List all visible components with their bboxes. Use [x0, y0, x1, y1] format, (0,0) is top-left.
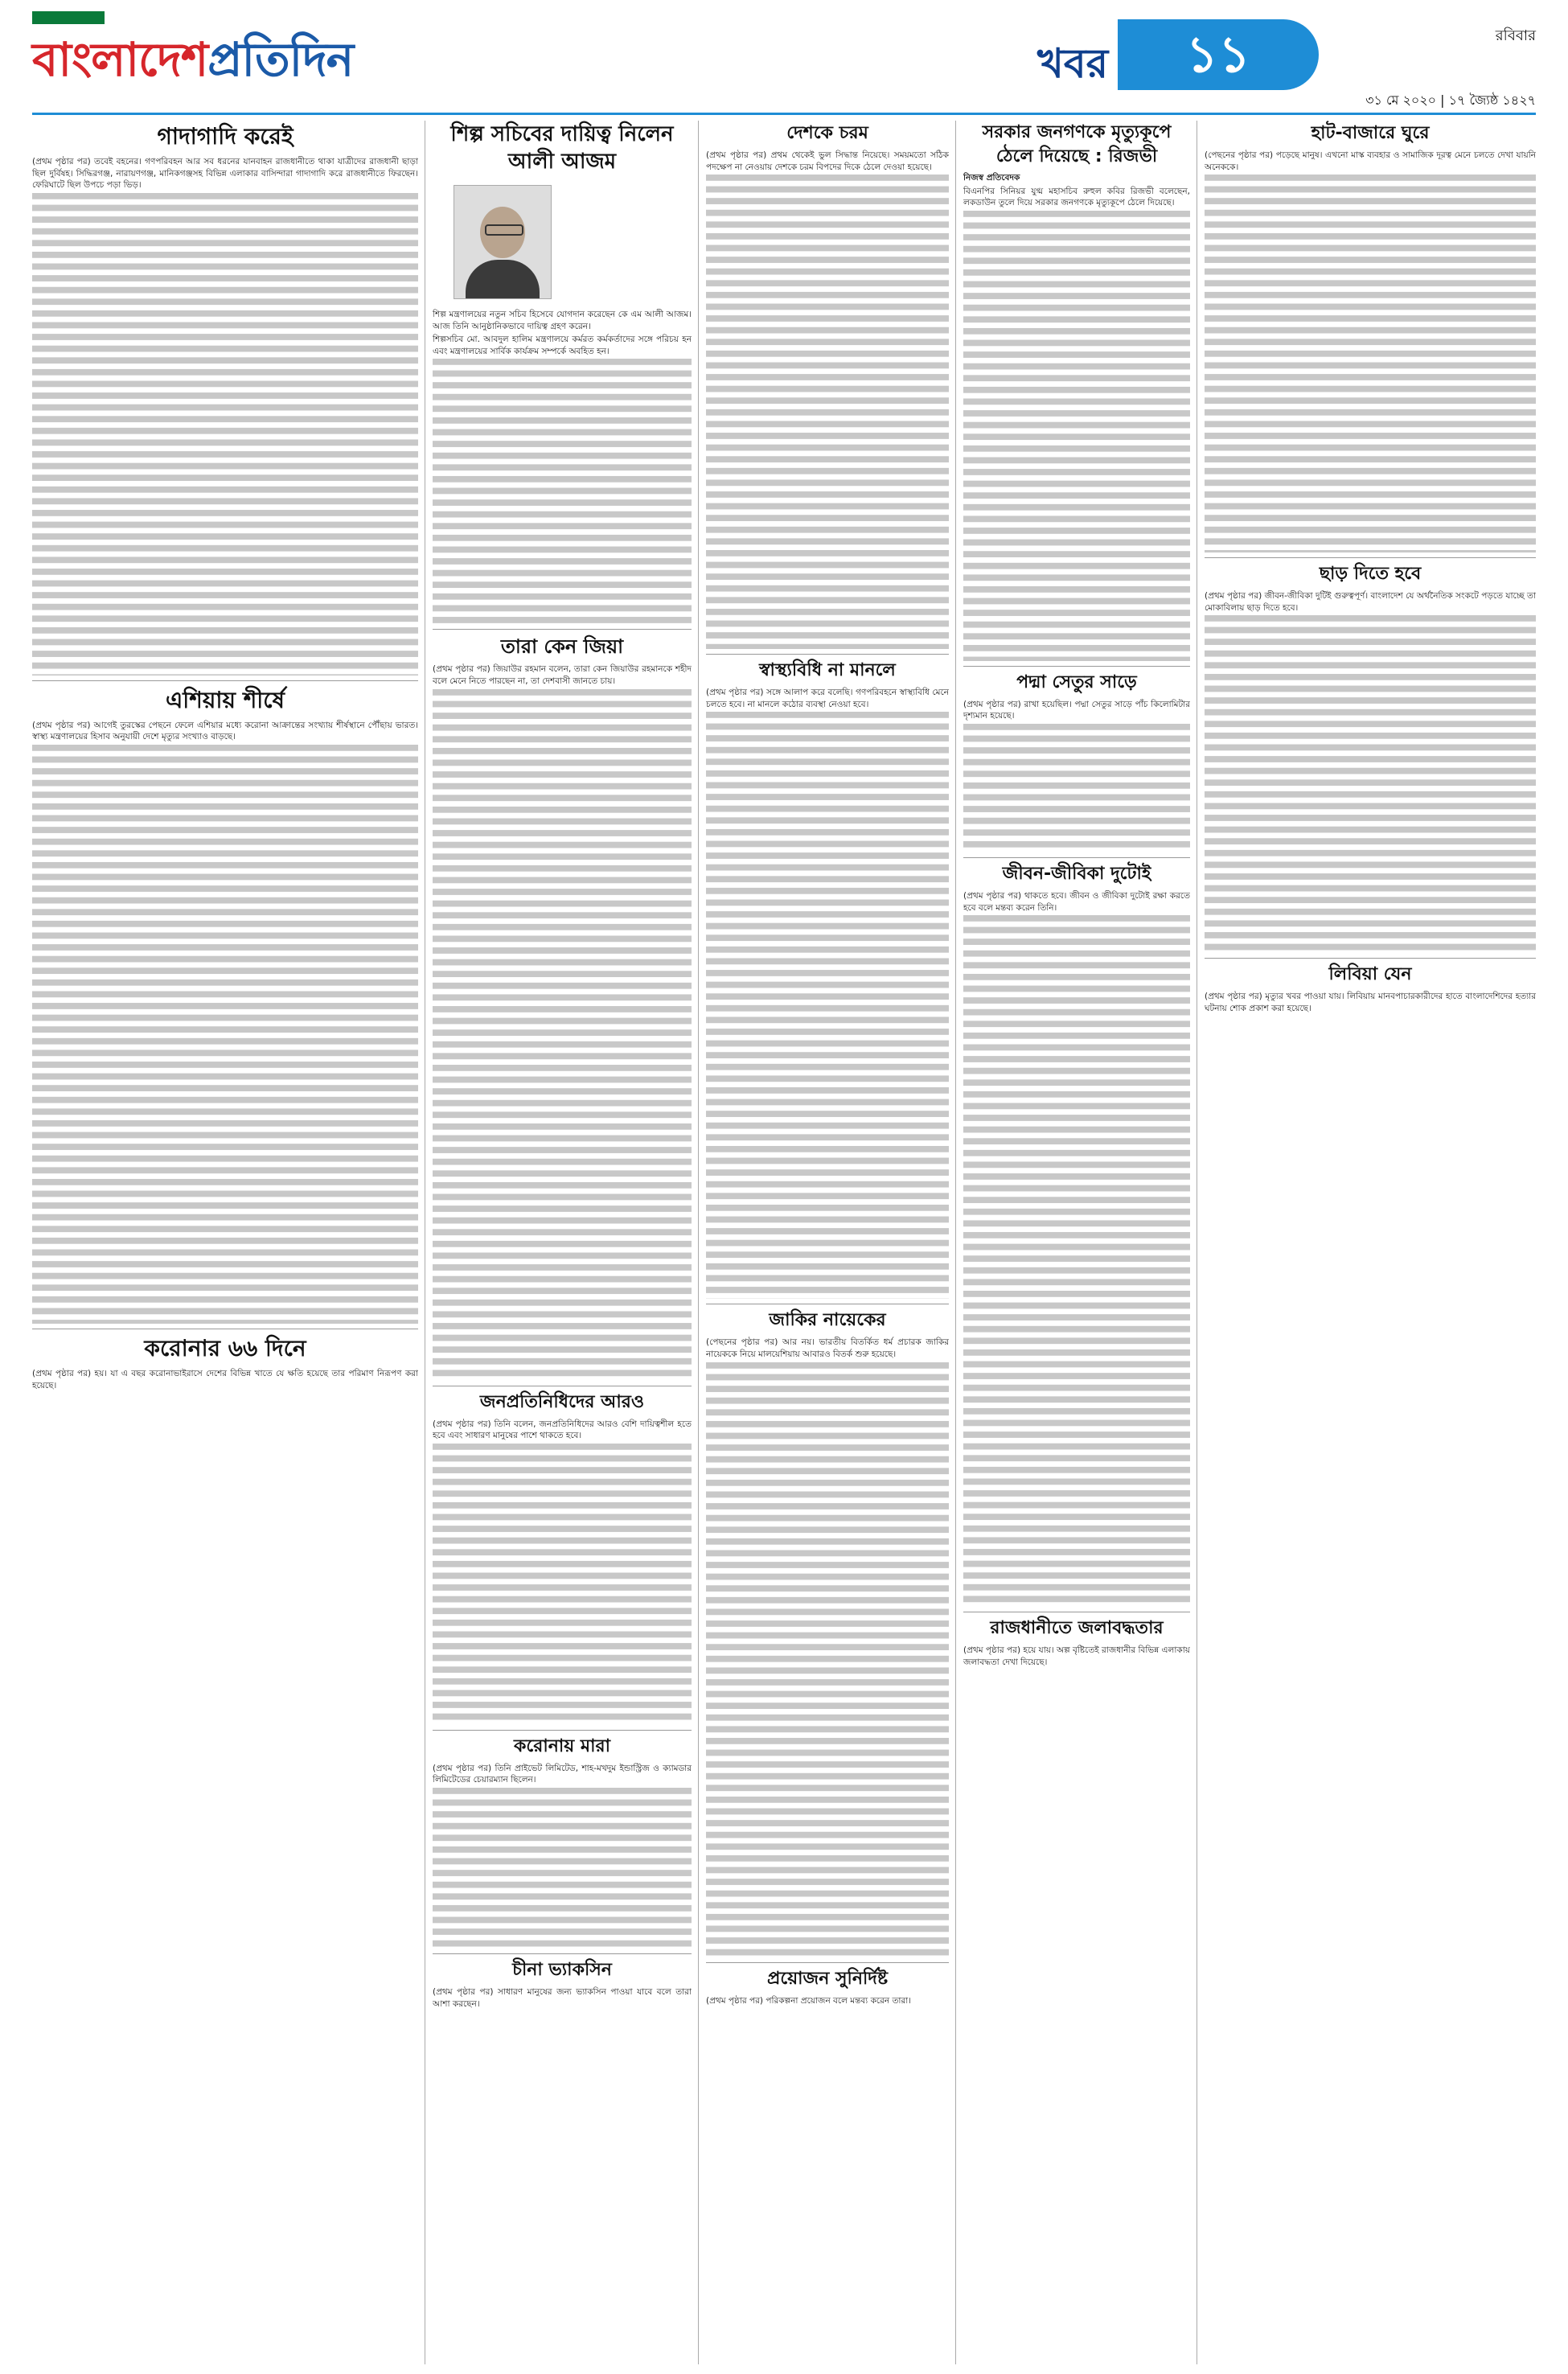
article-lead: (প্রথম পৃষ্ঠার পর) জিয়াউর রহমান বলেন, তারা কেন জিয়াউর রহমানকে শহীদ বলে মেনে নিতে পারছেন না, তা দেশবাসী জানতে চায়।	[433, 664, 692, 686]
article-lead: শিল্প মন্ত্রণালয়ের নতুন সচিব হিসেবে যোগদান করেছেন কে এম আলী আজম। আজ তিনি আনুষ্ঠানিকভাবে দায়িত্ব গ্রহণ করেন।	[433, 310, 692, 331]
headline: স্বাস্থ্যবিধি না মানলে	[706, 654, 949, 684]
article-lead: বিএনপির সিনিয়র যুগ্ম মহাসচিব রুহুল কবির রিজভী বলেছেন, লকডাউন তুলে দিয়ে সরকার জনগণকে মৃত্যুকূপে ঠেলে দিয়েছে।	[963, 186, 1190, 208]
article-lead: (পেছনের পৃষ্ঠার পর) আর নয়। ভারতীয় বিতর্কিত ধর্ম প্রচারক জাকির নায়েককে নিয়ে মালয়েশিয়ায় আবারও বিতর্ক শুরু হয়েছে।	[706, 1337, 949, 1359]
headline: তারা কেন জিয়া	[433, 629, 692, 660]
newspaper-logo	[32, 24, 353, 102]
headline: জনপ্রতিনিধিদের আরও	[433, 1386, 692, 1415]
article-lead: (প্রথম পৃষ্ঠার পর) রাখা হয়েছিল। পদ্মা সেতুর সাড়ে পাঁচ কিলোমিটার দৃশ্যমান হয়েছে।	[963, 699, 1190, 721]
headline: করোনায় মারা	[433, 1730, 692, 1760]
headline: রাজধানীতে জলাবদ্ধতার	[963, 1612, 1190, 1641]
headline: চীনা ভ্যাকসিন	[433, 1953, 692, 1983]
article-lead: (প্রথম পৃষ্ঠার পর) জীবন-জীবিকা দুটিই গুরুত্বপূর্ণ। বাংলাদেশ যে অর্থনৈতিক সংকটে পড়তে যাচ্ছে তা মোকাবিলায় ছাড় দিতে হবে।	[1205, 591, 1536, 613]
issue-day: রবিবার	[1495, 27, 1536, 44]
byline: নিজস্ব প্রতিবেদক	[963, 173, 1020, 183]
headline: করোনার ৬৬ দিনে	[32, 1329, 418, 1365]
headline: লিবিয়া যেন	[1205, 958, 1536, 988]
headline: সরকার জনগণকে মৃত্যুকূপে ঠেলে দিয়েছে : রিজভী	[982, 122, 1172, 166]
article-lead: (প্রথম পৃষ্ঠার পর) আগেই তুরস্কের পেছনে ফেলে এশিয়ার মধ্যে করোনা আক্রান্তের সংখ্যায় শীর্ষস্থানে পৌঁছায় ভারত। স্বাস্থ্য মন্ত্রণালয়ের হিসাব অনুযায়ী দেশে মৃত্যুর সংখ্যাও বাড়ছে।	[32, 720, 418, 742]
column-3	[706, 121, 949, 2364]
article-lead: (প্রথম পৃষ্ঠার পর) সঙ্গে আলাপ করে বলেছি। গণপরিবহনে স্বাস্থ্যবিধি মেনে চলতে হবে। না মানলে কঠোর ব্যবস্থা নেওয়া হবে।	[706, 688, 949, 709]
logo-part-1: বাংলাদেশ	[32, 32, 208, 87]
headline: পদ্মা সেতুর সাড়ে	[963, 666, 1190, 696]
article-body	[32, 193, 418, 676]
article-lead: (পেছনের পৃষ্ঠার পর) পড়েছে মানুষ। এখনো মাস্ক ব্যবহার ও সামাজিক দূরত্ব মেনে চলতে দেখা যায়নি অনেককে।	[1205, 150, 1536, 172]
article-lead: (প্রথম পৃষ্ঠার পর) সাধারণ মানুষের জন্য ভ্যাকসিন পাওয়া যাবে বলে তারা আশা করছেন।	[433, 1986, 692, 2009]
article-lead: (প্রথম পৃষ্ঠার পর) পরিকল্পনা প্রয়োজন বলে মন্তব্য করেন তারা।	[706, 1995, 912, 2006]
article-lead: (প্রথম পৃষ্ঠার পর) মৃত্যুর খবর পাওয়া যায়। লিবিয়ায় মানবপাচারকারীদের হাতে বাংলাদেশিদের হত্যার ঘটনায় শোক প্রকাশ করা হয়েছে।	[1205, 992, 1536, 1013]
article-lead: (প্রথম পৃষ্ঠার পর) হয়। যা এ বছর করোনাভাইরাসে দেশের বিভিন্ন খাতে যে ক্ষতি হয়েছে তার পরিমাণ নিরূপণ করা হয়েছে।	[32, 1368, 418, 1390]
headline: ছাড় দিতে হবে	[1205, 557, 1536, 587]
masthead-badge	[32, 11, 105, 24]
section-title: খবর	[1037, 40, 1109, 87]
article-lead: (প্রথম পৃষ্ঠার পর) তবেই বহনের। গণপরিবহন আর সব ধরনের যানবাহন রাজধানীতে থাকা যাত্রীদের রাজধানী ছাড়া ছিল দুর্বিষহ। সিদ্ধিরগঞ্জ, নারায়ণগঞ্জ, মানিকগঞ্জসহ বিভিন্ন এলাকার বাসিন্দারা গাদাগাদি করে রাজধানীতে ফিরছেন। ফেরিঘাটে ছিল উপচে পড়া ভিড়।	[32, 157, 418, 191]
article-body	[32, 745, 418, 1324]
headline: জীবন-জীবিকা দুটোই	[963, 857, 1190, 887]
masthead-rule	[32, 113, 1536, 115]
headline: প্রয়োজন সুনির্দিষ্ট	[706, 1962, 949, 1992]
article-lead: (প্রথম পৃষ্ঠার পর) তিনি বলেন, জনপ্রতিনিধিদের আরও বেশি দায়িত্বশীল হতে হবে এবং সাধারণ মানুষের পাশে থাকতে হবে।	[433, 1419, 692, 1441]
column-5	[1205, 121, 1536, 2364]
logo-part-2: প্রতিদিন	[207, 32, 354, 87]
column-4	[963, 121, 1190, 2364]
column-1	[32, 121, 418, 2364]
headline: গাদাগাদি করেই	[157, 123, 293, 150]
column-2	[433, 121, 692, 2364]
column-divider	[698, 121, 699, 2364]
article-lead: (প্রথম পৃষ্ঠার পর) হয়ে যায়। অল্প বৃষ্টিতেই রাজধানীর বিভিন্ন এলাকায় জলাবদ্ধতা দেখা দিয়েছে।	[963, 1645, 1190, 1667]
column-divider	[955, 121, 956, 2364]
article-lead: (প্রথম পৃষ্ঠার পর) প্রথম থেকেই ভুল সিদ্ধান্ত নিয়েছে। সময়মতো সঠিক পদক্ষেপ না নেওয়ায় দেশকে চরম বিপদের দিকে ঠেলে দেওয়া হয়েছে।	[706, 150, 949, 172]
page-number: ১১	[1185, 25, 1251, 84]
article-lead: (প্রথম পৃষ্ঠার পর) তিনি প্রাইভেট লিমিটেড, শাহ-মখদুম ইন্ডাস্ট্রিজ ও ক্যামডার লিমিটেডের চেয়ারম্যান ছিলেন।	[433, 1763, 692, 1785]
headline: হাট-বাজারে ঘুরে	[1311, 123, 1430, 143]
issue-date: ৩১ মে ২০২০ | ১৭ জ্যৈষ্ঠ ১৪২৭	[1365, 92, 1536, 108]
article-lead: (প্রথম পৃষ্ঠার পর) থাকতে হবে। জীবন ও জীবিকা দুটোই রক্ষা করতে হবে বলে মন্তব্য করেন তিনি।	[963, 890, 1190, 913]
article-body: শিল্পসচিব মো. আবদুল হালিম মন্ত্রণালয়ে কর্মরত কর্মকর্তাদের সঙ্গে পরিচয় হন এবং মন্ত্রণালয়ের সার্বিক কার্যক্রম সম্পর্কে অবহিত হন।	[433, 335, 692, 356]
headline: দেশকে চরম	[786, 123, 868, 143]
headline: এশিয়ায় শীর্ষে	[32, 680, 418, 717]
official-portrait	[454, 185, 552, 299]
headline: শিল্প সচিবের দায়িত্ব নিলেন আলী আজম	[450, 122, 674, 174]
headline: জাকির নায়েকের	[706, 1304, 949, 1333]
